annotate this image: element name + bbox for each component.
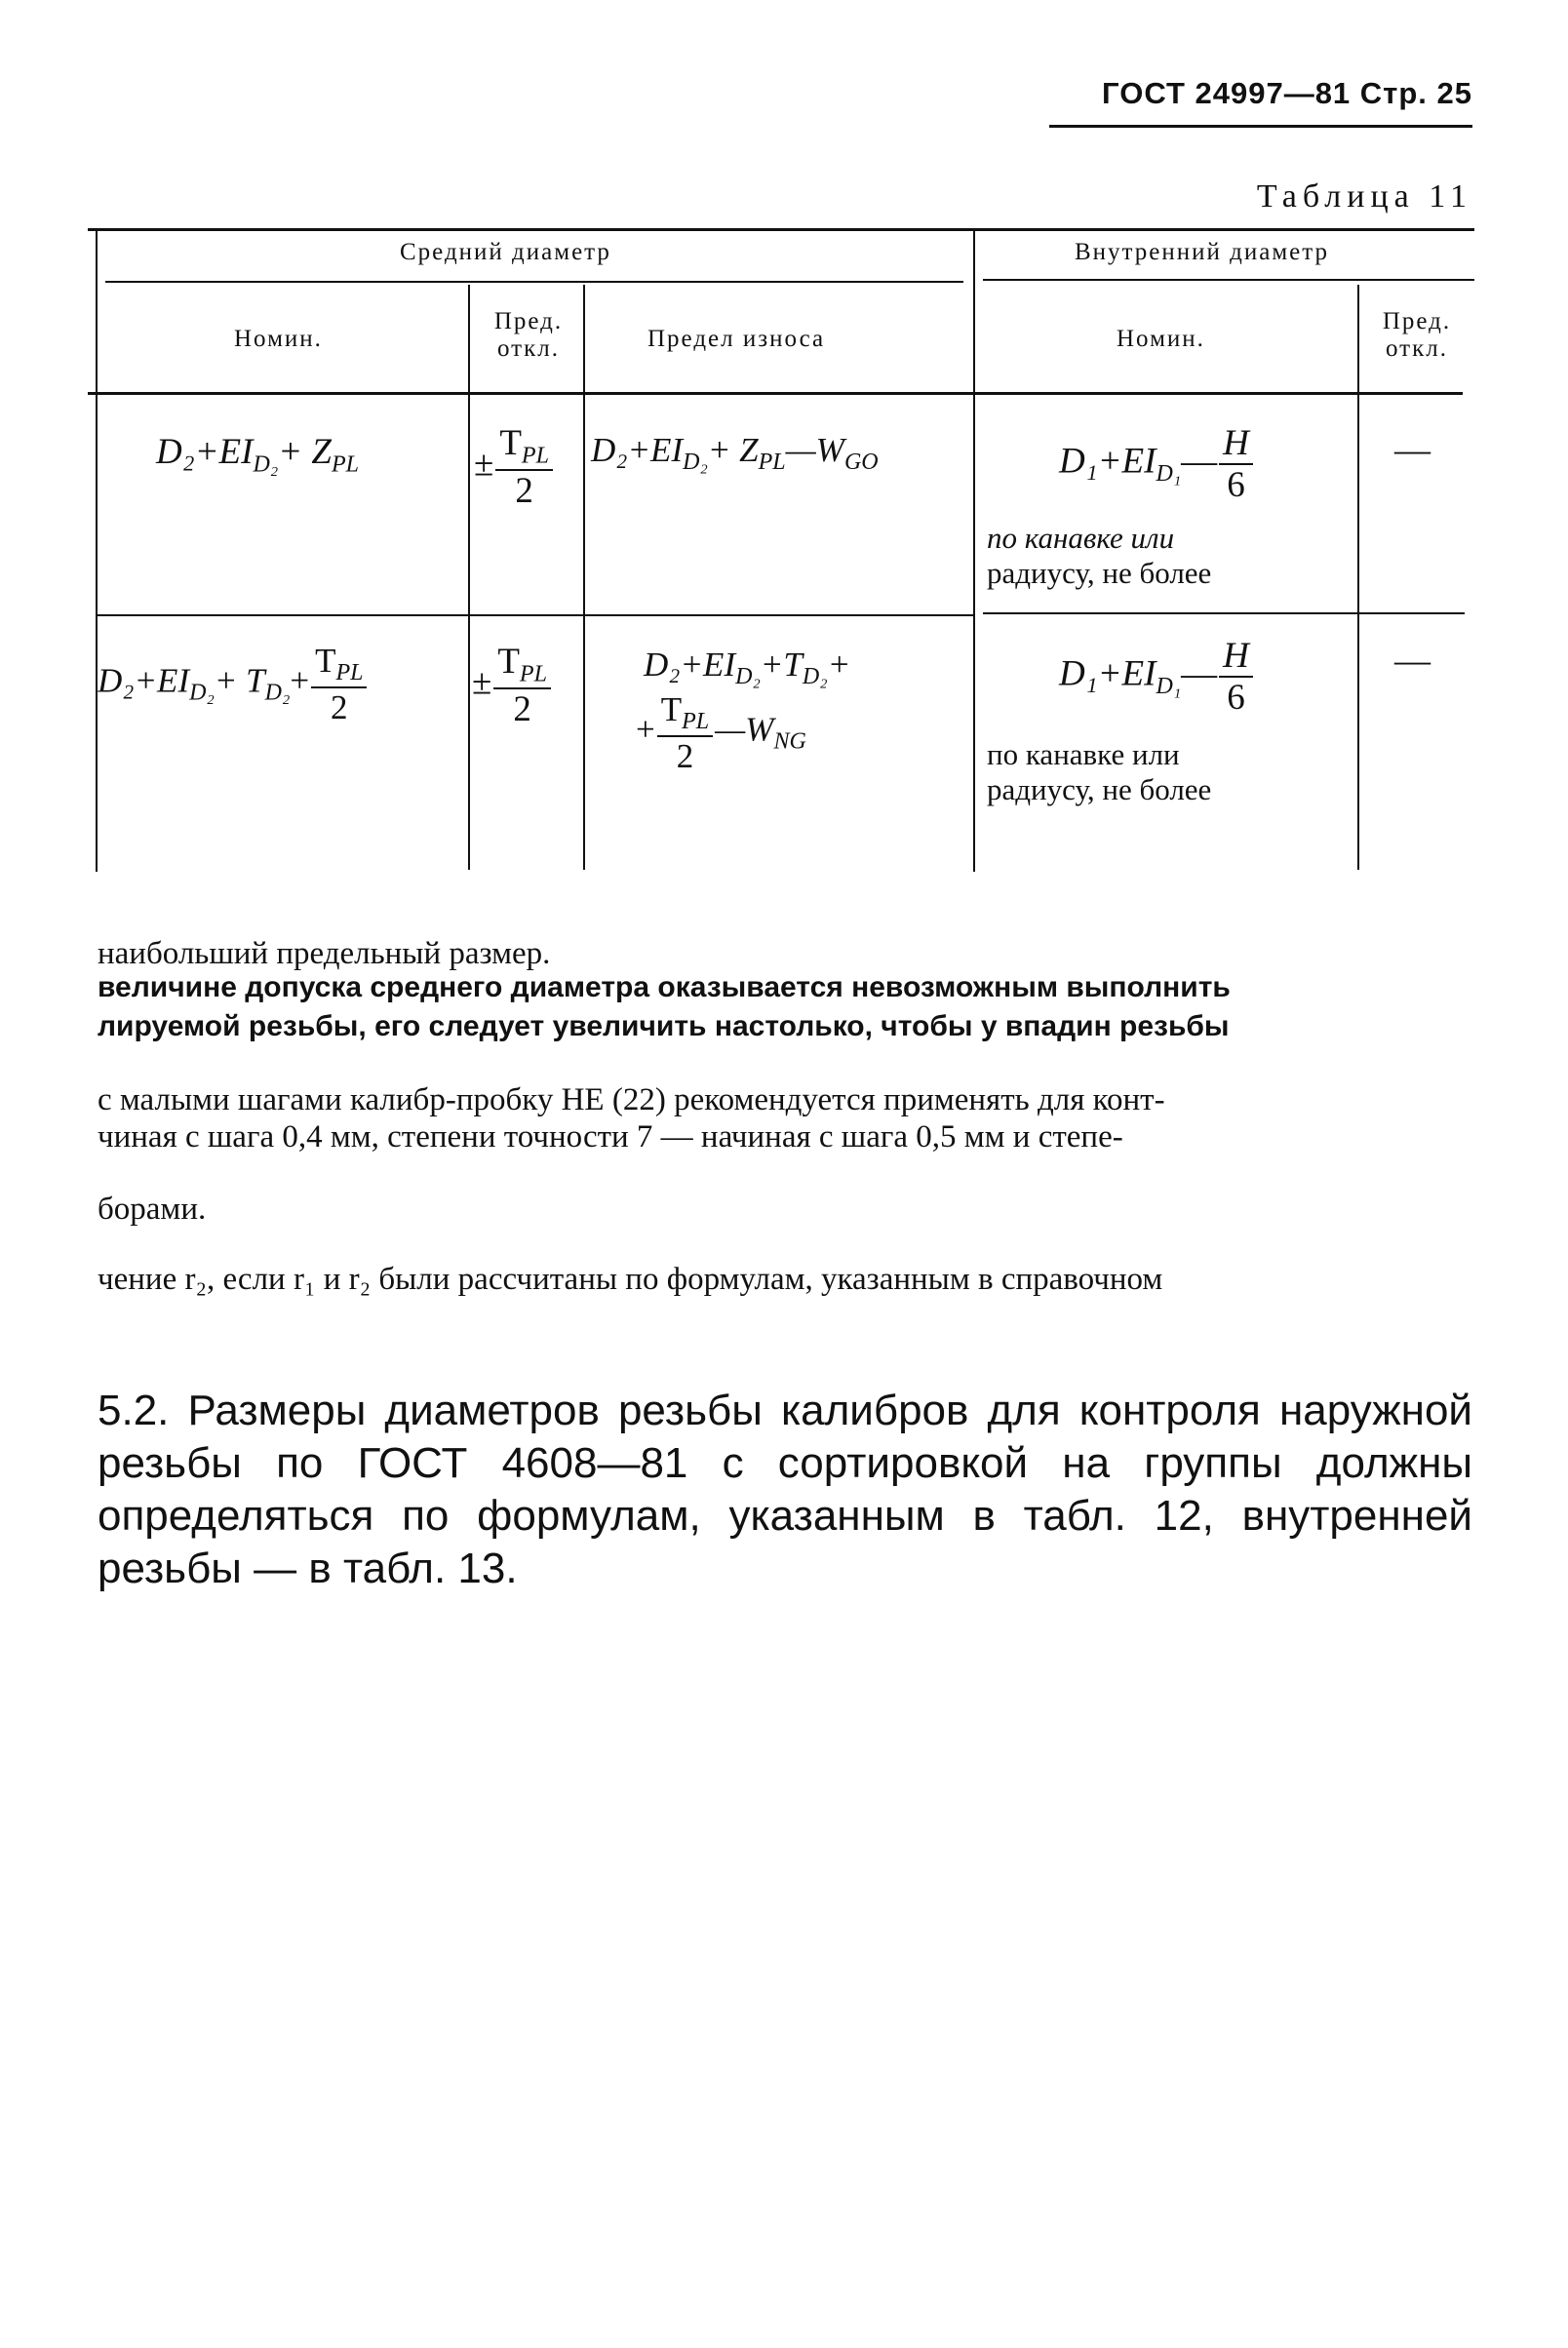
row2-inner-note [987,737,1211,807]
row1-wear-main: D₂+EI [591,431,684,469]
row2-inner-sub: D₁ [1156,673,1182,699]
group-header-rule-right [983,279,1474,281]
row1-wear-sub: D₂ [683,450,708,475]
col-rule-3 [973,228,975,872]
body-line: величине допуска среднего диаметра оказывается невозможным выполнить [98,971,1231,1003]
row2-deviation-sign: ± [472,662,492,703]
col-header-deviation-inner-line-1: Пред. [1382,308,1452,334]
row1-inner-note-line-1: по канавке или [987,521,1175,555]
section-5-2-paragraph [98,1385,1472,1595]
col-header-deviation-line-1: Пред. [493,308,564,334]
row2-deviation-formula [472,642,553,730]
col-header-nominal-inner: Номин. [1117,326,1205,352]
row2-inner-note-line-2: радиусу, не более [987,772,1212,806]
header-rule [1049,125,1472,128]
row2-wear-line1-tail: +T [760,646,803,684]
row1-wear-mid: + Z [707,431,759,469]
row2-deviation-den: 2 [513,689,531,730]
row-separator-left [98,614,973,616]
row1-inner-num: H [1219,425,1253,465]
row1-inner-formula [1059,425,1255,503]
row2-wear-line2-tail: —W [715,710,774,749]
body-line: чение r₂, если r₁ и r₂ были рассчитаны по формулам, указанным в справочном [98,1262,1163,1297]
group-header-rule-left [105,281,963,283]
col-rule-2 [583,285,585,870]
row1-deviation-num-sub: PL [521,443,549,469]
header-bottom-rule [88,392,1463,395]
body-line: наибольший предельный размер. [98,936,551,971]
row1-wear-mid-sub: PL [758,450,786,475]
row2-inner-deviation: — [1394,641,1431,681]
row2-wear-line1-end: + [827,646,851,684]
row1-deviation-num: T [499,423,522,463]
row1-deviation-den: 2 [515,471,533,512]
row2-nominal-main: D₂+EI [98,661,190,700]
body-line: борами. [98,1192,207,1227]
row1-nominal-formula [156,431,359,478]
row2-deviation-num-sub: PL [519,661,547,687]
body-line: лируемой резьбы, его следует увеличить настолько, чтобы у впадин резьбы [98,1010,1230,1042]
row1-deviation-sign: ± [474,444,494,485]
row1-nominal-tail: + Z [278,432,332,472]
row1-inner-main: D₁+EI [1059,441,1156,482]
col-header-deviation-line-2: откл. [497,335,560,362]
row2-deviation-num: T [497,642,520,682]
row1-wear-formula [591,431,879,476]
row1-inner-minus: — [1181,441,1218,482]
row1-inner-den: 6 [1227,465,1245,505]
row2-inner-den: 6 [1227,678,1245,718]
row2-inner-note-line-1: по канавке или [987,737,1180,771]
col-header-nominal: Номин. [234,326,323,352]
paragraph-text: 5.2. Размеры диаметров резьбы калибров для контроля наружной резьбы по ГОСТ 4608—81 с сортировкой на группы должны определяться по формулам, указанным в табл. 12, внутренней резьбы — в табл. 13. [98,1387,1472,1592]
col-header-wear-limit: Предел износа [647,326,826,352]
row1-nominal-main: D₂+EI [156,432,254,472]
row1-nominal-sub: D₂ [253,451,279,478]
table-left-rule [96,228,98,872]
col-rule-1 [468,285,470,870]
table-11 [88,224,1474,873]
row2-wear-line1-sub: D₂ [735,664,761,689]
row2-wear-line-2 [636,692,806,773]
row1-wear-tail-sub: GO [843,450,879,475]
col-header-deviation-inner-line-2: откл. [1386,335,1448,362]
row1-inner-note-line-2: радиусу, не более [987,556,1212,590]
page-header: ГОСТ 24997—81 Стр. 25 [1102,76,1472,110]
row2-nominal-den: 2 [331,688,348,726]
row2-wear-line1-tail-sub: D₂ [802,664,828,689]
col-header-deviation [476,308,581,363]
table-caption: Таблица 11 [1256,178,1472,215]
row1-inner-sub: D₁ [1156,460,1182,487]
row2-wear-line2-den: 2 [676,737,694,775]
row1-inner-deviation: — [1394,430,1431,470]
row2-inner-minus: — [1181,653,1218,694]
row1-inner-note [987,521,1211,591]
row1-nominal-tail-sub: PL [331,451,359,478]
table-top-rule [88,228,1474,231]
body-line: чиная с шага 0,4 мм, степени точности 7 — начиная с шага 0,5 мм и степе- [98,1119,1123,1154]
row2-wear-line1-main: D₂+EI [644,646,736,684]
col-header-deviation-inner [1363,308,1470,363]
row2-nominal-plus: + [290,661,310,700]
row2-wear-line2-num: T [660,690,683,728]
header-mid-diameter: Средний диаметр [400,239,611,265]
row2-nominal-tail-sub: D₂ [264,680,291,706]
row1-deviation-formula [474,423,555,512]
row2-inner-main: D₁+EI [1059,653,1156,694]
body-line: с малыми шагами калибр-пробку НЕ (22) рекомендуется применять для конт- [98,1082,1165,1117]
header-inner-diameter: Внутренний диаметр [1075,239,1329,265]
row2-nominal-sub: D₂ [189,680,215,706]
row2-nominal-tail: + T [214,661,265,700]
col-rule-4 [1357,285,1359,870]
row2-wear-line2-plus: + [636,710,655,749]
row1-wear-tail: —W [785,431,844,469]
row2-wear-line2-tail-sub: NG [773,728,806,755]
row2-wear-line-1 [644,646,850,690]
row2-nominal-num: T [315,642,336,680]
row2-nominal-formula [98,644,369,724]
row2-wear-line2-num-sub: PL [682,709,710,734]
row2-nominal-num-sub: PL [335,660,364,685]
row-separator-right [983,612,1465,614]
row2-inner-num: H [1219,638,1253,678]
row2-inner-formula [1059,638,1255,716]
